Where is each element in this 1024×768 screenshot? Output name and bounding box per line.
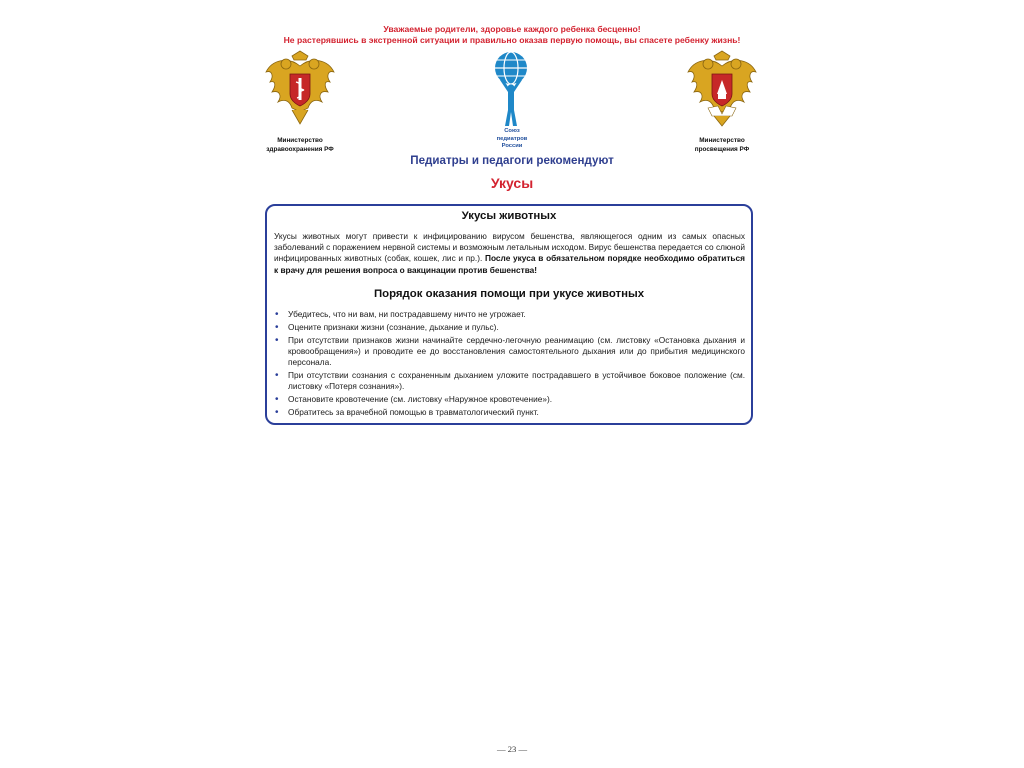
list-item [274,322,745,333]
intro-text: Укусы животных могут привести к инфицированию вирусом бешенства, являющегося одним из самых опасных заболеваний с поражением нервной системы и возможным летальным исходом. Вирус бешенства передается со слюной инфицированных животных (собак, кошек, лис и пр.). [274,231,745,264]
list-item-text: Оцените признаки жизни (сознание, дыхание и пульс). [288,321,499,332]
section-title-help-procedure: Порядок оказания помощи при укусе животных [373,288,645,300]
steps-list [274,309,745,419]
list-item [274,370,745,392]
list-item [274,335,745,369]
list-item-text: Остановите кровотечение (см. листовку «Наружное кровотечение»). [288,393,553,404]
list-item-text: При отсутствии признаков жизни начинайте сердечно-легочную реанимацию (см. листовку «Остановка дыхания и кровообращения») и проводите ее до восстановления самостоятельного дыхания или до прибытия медицинского персонала. [288,334,745,367]
list-item-text: Убедитесь, что ни вам, ни пострадавшему ничто не угрожает. [288,309,526,319]
health-ministry-label: Министерство здравоохранения РФ [266,137,334,153]
list-item-text: При отсутствии сознания с сохраненным дыханием уложите пострадавшего в устойчивое боковое положение (см. листовку «Потеря сознания»). [288,369,745,391]
bullet-icon: • [275,321,279,333]
health-ministry-emblem-icon [262,50,338,130]
info-card [265,204,753,425]
intro-paragraph [274,231,745,276]
list-item [274,407,745,418]
bullet-icon: • [275,369,279,381]
list-item [274,394,745,405]
bullet-icon: • [275,406,279,418]
pediatric-union-label: Союз педиатров России [496,128,528,150]
list-item-text: Обратитесь за врачебной помощью в травматологический пункт. [288,406,539,417]
bullet-icon: • [275,393,279,405]
header-line-1: Уважаемые родители, здоровье каждого ребенка бесценно! [383,24,641,34]
recommendation-heading: Педиатры и педагоги рекомендуют [410,154,614,167]
education-ministry-emblem-icon [684,50,760,130]
intro-warning: После укуса в обязательном порядке необходимо обратиться к врачу для решения вопроса о вакцинации против бешенства! [274,253,745,275]
education-ministry-label: Министерство просвещения РФ [694,137,750,153]
page-title: Укусы [490,175,534,191]
bullet-icon: • [275,309,279,320]
bullet-icon: • [275,334,279,346]
page-number: — 23 — [496,744,528,754]
section-title-animal-bites: Укусы животных [461,210,557,222]
globe-figure-logo-icon [488,50,534,128]
header-line-2: Не растерявшись в экстренной ситуации и правильно оказав первую помощь, вы спасете ребенку жизнь! [283,35,741,45]
list-item [274,309,745,320]
